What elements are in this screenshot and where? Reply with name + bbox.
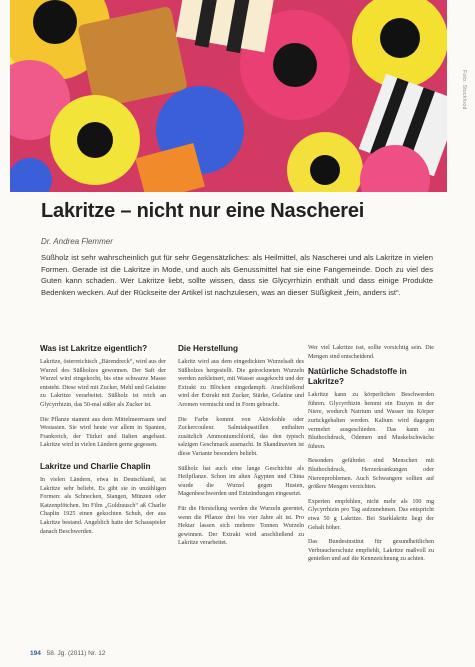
- issue-info: 58. Jg. (2011) Nr. 12: [46, 650, 106, 657]
- paragraph: Die Pflanze stammt aus dem Mittelmeerraum und Westasien. Sie wird heute vor allem in Spanien, Frankreich, der Türkei und Italien angebaut. Lakritze wird in vielen Ländern gerne gegessen.: [40, 416, 166, 449]
- licorice-candies-image: [10, 0, 447, 192]
- paragraph: Lakritze, österreichisch „Bärendreck“, wird aus der Wurzel des Süßholzes gewonnen. Der Saft der Wurzel wird eingekocht, bis eine schwarze Masse entsteht. Diese wird mit Zucker, Mehl und Gelatine zu Lakritze verarbeitet. Süßholz ist reich an Glycyrrhizin, das 50-mal süßer als Zucker ist.: [40, 359, 166, 408]
- paragraph: In vielen Ländern, etwa in Deutschland, ist Lakritze sehr beliebt. Es gibt sie in unzähligen Formen: als Schnecken, Stangen, Münzen oder Katzenpfötchen. Im Film „Goldrausch“ aß Charlie Chaplin 1925 einen gekochten Schuh, der aus Lakritze bestand. Angeblich hatte der Schauspieler danach Beschwerden.: [40, 476, 166, 535]
- article-lead: Süßholz ist sehr wahrscheinlich gut für sehr Gegensätzliches: als Heilmittel, als Nascherei und als Lakritze in vielen Formen. Gerade ist die Lakritze in Mode, und auch als Genussmittel hat sie eine Fangemeinde. Doch zu viel des Guten kann schaden. Wer Lakritze liebt, sollte wissen, dass sie Glycyrrhizin enthält und dass einige Produkte Bedenken wecken. Auf der Rückseite der Artikel ist nachzulesen, was an dieser Süßigkeit „fein, anders ist“.: [41, 253, 433, 297]
- paragraph: Das Bundesinstitut für gesundheitlichen Verbraucherschutz empfiehlt, Lakritze maßvoll zu genießen und auf die Kennzeichnung zu achten.: [308, 539, 434, 563]
- paragraph: Die Farbe kommt von Aktivkohle oder Zuckercouleur. Salmiakpastillen enthalten zusätzlich Ammoniumchlorid, das den typisch salzigen Geschmack ausmacht. In Skandinavien ist diese Variante besonders beliebt.: [178, 416, 304, 457]
- article-title: Lakritze – nicht nur eine Nascherei: [41, 200, 365, 222]
- column-3: [308, 344, 434, 570]
- paragraph: Lakritz wird aus dem eingedickten Wurzelsaft des Süßholzes hergestellt. Die getrockneten Wurzeln werden zerkleinert, mit Wasser ausgekocht und der Extrakt zu Blöcken eingedampft. Anschließend wird der Extrakt mit Zucker, Stärke, Gelatine und Aromen vermischt und in Form gebracht.: [178, 359, 304, 408]
- section-heading: Die Herstellung: [178, 344, 239, 353]
- column-2: [178, 344, 304, 554]
- paragraph: Besonders gefährdet sind Menschen mit Bluthochdruck, Herzerkrankungen oder Nierenproblemen. Auch Schwangere sollten auf größere Mengen verzichten.: [308, 458, 434, 491]
- article-author: Dr. Andrea Flemmer: [41, 237, 113, 246]
- paragraph: Süßholz hat auch eine lange Geschichte als Heilpflanze. Schon im alten Ägypten und China wurde die Wurzel gegen Husten, Magenbeschwerden und Entzündungen eingesetzt.: [178, 465, 304, 498]
- section-heading: Natürliche Schadstoffe in Lakritze?: [308, 367, 407, 387]
- licorice-photo: [10, 0, 447, 192]
- column-1: [40, 344, 166, 542]
- page-footer: [30, 650, 105, 657]
- section-heading: Lakritze und Charlie Chaplin: [40, 461, 151, 471]
- photo-credit: Foto: Stockfood: [461, 70, 467, 110]
- paragraph: Für die Herstellung werden die Wurzeln geerntet, wenn die Pflanze drei bis vier Jahre alt ist. Pro Hektar lassen sich mehrere Tonnen Wurzeln gewinnen. Der Extrakt wird anschließend zu Lakritze verarbeitet.: [178, 505, 304, 547]
- section-heading: Was ist Lakritze eigentlich?: [40, 344, 148, 353]
- paragraph: Lakritze kann zu körperlichen Beschwerden führen. Glycyrrhizin hemmt ein Enzym in der Niere, wodurch Natrium und Wasser im Körper zurückgehalten werden. Kalium wird dagegen vermehrt ausgeschieden. Das kann zu Bluthochdruck, Ödemen und Muskelschwäche führen.: [308, 392, 434, 450]
- page-number: 194: [30, 650, 41, 657]
- paragraph: Experten empfehlen, nicht mehr als 100 mg Glycyrrhizin pro Tag aufzunehmen. Das entspricht etwa 50 g Lakritze. Bei Starklakritz liegt der Gehalt höher.: [308, 498, 434, 531]
- paragraph: Wer viel Lakritze isst, sollte vorsichtig sein. Die Mengen sind entscheidend.: [308, 345, 434, 360]
